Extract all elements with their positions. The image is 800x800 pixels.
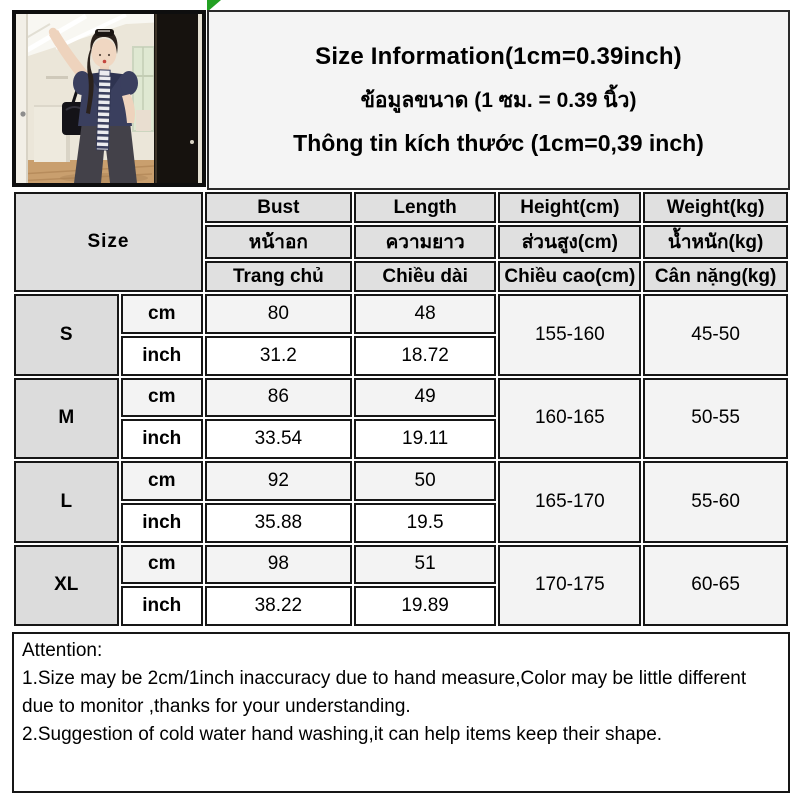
title-vietnamese: Thông tin kích thước (1cm=0,39 inch) — [293, 130, 704, 156]
cell-l-cm-length: 50 — [354, 461, 497, 501]
attention-note-1: 1.Size may be 2cm/1inch inaccuracy due to hand measure,Color may be little different due to monitor ,thanks for your understanding. — [22, 667, 747, 717]
cell-m-height: 160-165 — [498, 378, 641, 460]
cell-xl-weight: 60-65 — [643, 545, 788, 627]
attention-box — [12, 632, 790, 793]
table-row-l-cm — [14, 461, 788, 501]
cell-l-inch-bust: 35.88 — [205, 503, 352, 543]
cell-s-cm-bust: 80 — [205, 294, 352, 334]
cell-s-cm-length: 48 — [354, 294, 497, 334]
title-english: Size Information(1cm=0.39inch) — [315, 43, 682, 70]
col-header-length-vi: Chiều dài — [354, 261, 497, 292]
cell-s-weight: 45-50 — [643, 294, 788, 376]
col-header-length-en: Length — [354, 192, 497, 223]
cell-l-inch-length: 19.5 — [354, 503, 497, 543]
unit-inch: inch — [121, 586, 203, 626]
unit-cm: cm — [121, 378, 203, 418]
product-photo — [12, 10, 206, 187]
cell-xl-inch-bust: 38.22 — [205, 586, 352, 626]
size-table — [12, 190, 790, 628]
cell-xl-inch-length: 19.89 — [354, 586, 497, 626]
cell-s-inch-bust: 31.2 — [205, 336, 352, 376]
unit-cm: cm — [121, 461, 203, 501]
cell-m-inch-bust: 33.54 — [205, 419, 352, 459]
model-sunglasses — [95, 29, 114, 36]
cell-l-weight: 55-60 — [643, 461, 788, 543]
size-label-m: M — [14, 378, 119, 460]
photo-dark-doorframe — [154, 14, 202, 183]
col-header-weight-vi: Cân nặng(kg) — [643, 261, 788, 292]
unit-inch: inch — [121, 503, 203, 543]
col-header-height-th: ส่วนสูง(cm) — [498, 225, 641, 259]
cell-xl-cm-bust: 98 — [205, 545, 352, 585]
table-row-xl-cm — [14, 545, 788, 585]
unit-cm: cm — [121, 294, 203, 334]
col-header-weight-th: น้ำหนัก(kg) — [643, 225, 788, 259]
col-header-bust-vi: Trang chủ — [205, 261, 352, 292]
product-photo-scene — [16, 14, 202, 183]
col-header-height-vi: Chiều cao(cm) — [498, 261, 641, 292]
col-header-height-en: Height(cm) — [498, 192, 641, 223]
cell-m-cm-bust: 86 — [205, 378, 352, 418]
attention-heading: Attention: — [22, 640, 103, 661]
size-label-s: S — [14, 294, 119, 376]
unit-cm: cm — [121, 545, 203, 585]
table-row-s-cm — [14, 294, 788, 334]
size-corner-header: Size — [14, 192, 203, 292]
model-striped-tie — [96, 70, 111, 150]
title-box — [207, 10, 790, 190]
header-row-english — [14, 192, 788, 223]
unit-inch: inch — [121, 419, 203, 459]
photo-left-doorframe — [16, 14, 27, 183]
col-header-bust-th: หน้าอก — [205, 225, 352, 259]
cell-l-height: 165-170 — [498, 461, 641, 543]
cell-m-weight: 50-55 — [643, 378, 788, 460]
cell-s-inch-length: 18.72 — [354, 336, 497, 376]
cell-s-height: 155-160 — [498, 294, 641, 376]
cell-m-inch-length: 19.11 — [354, 419, 497, 459]
attention-note-2: 2.Suggestion of cold water hand washing,it can help items keep their shape. — [22, 723, 663, 745]
col-header-bust-en: Bust — [205, 192, 352, 223]
table-row-m-cm — [14, 378, 788, 418]
cell-xl-height: 170-175 — [498, 545, 641, 627]
cell-m-cm-length: 49 — [354, 378, 497, 418]
photo-wall-sign — [46, 76, 68, 79]
size-label-l: L — [14, 461, 119, 543]
col-header-length-th: ความยาว — [354, 225, 497, 259]
cell-xl-cm-length: 51 — [354, 545, 497, 585]
title-thai: ข้อมูลขนาด (1 ซม. = 0.39 นิ้ว) — [360, 89, 637, 112]
cell-l-cm-bust: 92 — [205, 461, 352, 501]
unit-inch: inch — [121, 336, 203, 376]
size-label-xl: XL — [14, 545, 119, 627]
col-header-weight-en: Weight(kg) — [643, 192, 788, 223]
